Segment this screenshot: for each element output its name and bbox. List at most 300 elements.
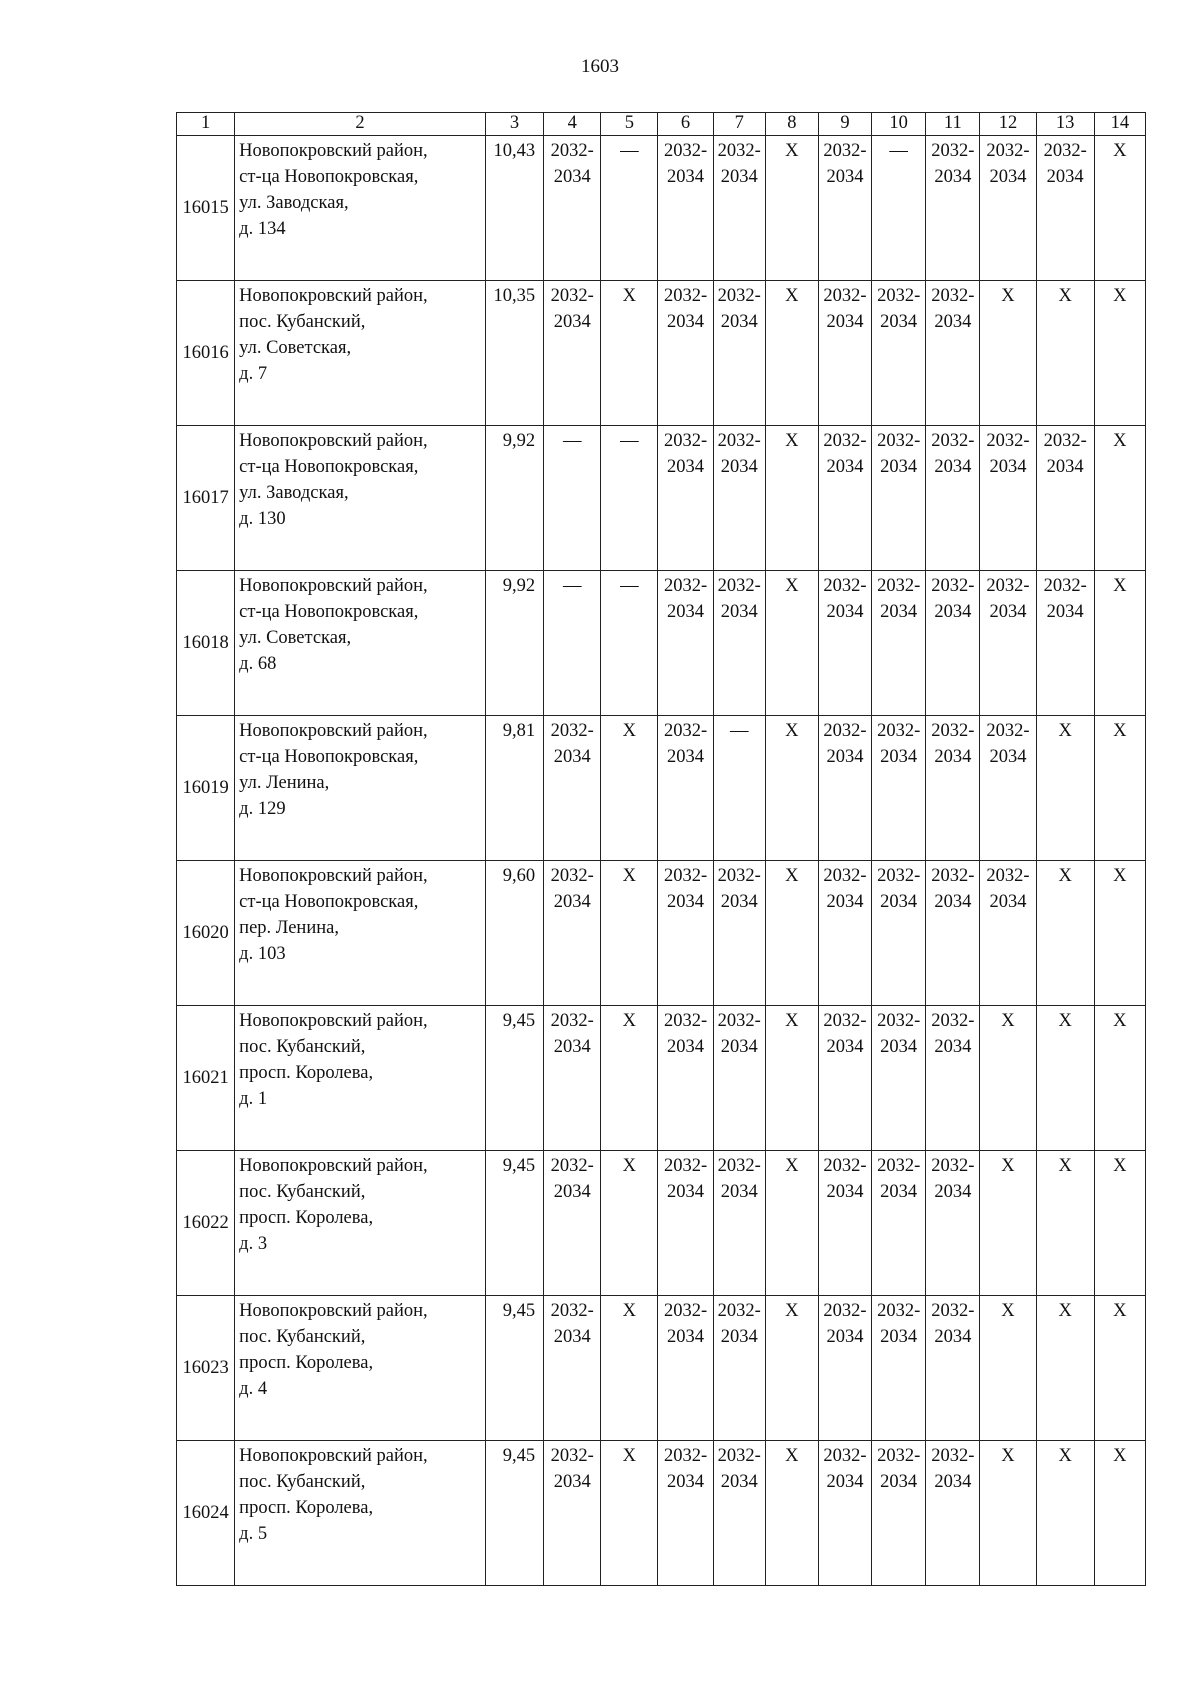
address-line: пос. Кубанский, xyxy=(239,1472,366,1492)
cell-value-line: 2034 xyxy=(1046,602,1084,622)
cell-value-line: X xyxy=(1001,1301,1015,1321)
period-cell-col-6 xyxy=(658,716,713,861)
period-cell-col-4 xyxy=(544,571,601,716)
cell-value-line: 2032- xyxy=(717,1446,761,1466)
cell-value-line: 2034 xyxy=(826,1182,864,1202)
record-number: 16023 xyxy=(177,1296,235,1441)
cell-value-line: — xyxy=(729,721,749,741)
address-line: Новопокровский район, xyxy=(239,1156,428,1176)
column-header-3: 3 xyxy=(485,113,543,136)
period-cell-col-7 xyxy=(713,1006,765,1151)
cell-value-line: X xyxy=(785,1156,799,1176)
address-cell xyxy=(235,136,486,281)
cell-value-line: 2034 xyxy=(934,312,972,332)
address-line: ст-ца Новопокровская, xyxy=(239,747,419,767)
address-line: Новопокровский район, xyxy=(239,286,428,306)
address-line: ул. Заводская, xyxy=(239,483,349,503)
column-header-11: 11 xyxy=(926,113,980,136)
cell-value-line: 2032- xyxy=(931,141,975,161)
cell-value-line: 2032- xyxy=(717,866,761,886)
address-line: ст-ца Новопокровская, xyxy=(239,892,419,912)
table-row xyxy=(177,1006,1146,1151)
period-cell-col-14 xyxy=(1094,426,1145,571)
address-line: д. 68 xyxy=(239,654,277,674)
period-cell-col-5 xyxy=(601,716,658,861)
cell-value-line: 2034 xyxy=(553,312,591,332)
cell-value-line: 2034 xyxy=(826,747,864,767)
cell-value-line: 2032- xyxy=(1043,141,1087,161)
table-row xyxy=(177,716,1146,861)
cell-value-line: 2034 xyxy=(667,747,705,767)
period-cell-col-8 xyxy=(765,1006,818,1151)
period-cell-col-13 xyxy=(1036,1151,1094,1296)
period-cell-col-9 xyxy=(818,1441,871,1586)
column-header-14: 14 xyxy=(1094,113,1145,136)
cell-value-line: 2032- xyxy=(931,1156,975,1176)
cell-value-line: 2034 xyxy=(553,1327,591,1347)
period-cell-col-6 xyxy=(658,136,713,281)
cell-value-line: 2034 xyxy=(667,1472,705,1492)
period-cell-col-12 xyxy=(980,1151,1036,1296)
cell-value-line: 2034 xyxy=(880,747,918,767)
cell-value-line: X xyxy=(1113,286,1127,306)
address-line: пос. Кубанский, xyxy=(239,1037,366,1057)
page-number: 1603 xyxy=(581,56,619,77)
cell-value-line: 2032- xyxy=(877,866,921,886)
address-line: ул. Советская, xyxy=(239,338,352,358)
cell-value-line: X xyxy=(622,866,637,886)
period-cell-col-7 xyxy=(713,1441,765,1586)
cell-value-line: 2032- xyxy=(823,141,867,161)
period-cell-col-9 xyxy=(818,426,871,571)
cell-value-line: 2034 xyxy=(667,1037,705,1057)
column-header-10: 10 xyxy=(872,113,926,136)
address-line: д. 3 xyxy=(239,1234,268,1254)
period-cell-col-4 xyxy=(544,136,601,281)
period-cell-col-9 xyxy=(818,1151,871,1296)
cell-value-line: 2032- xyxy=(663,431,708,451)
cell-value-line: 2034 xyxy=(667,602,705,622)
cell-value-line: X xyxy=(622,721,637,741)
address-line: ст-ца Новопокровская, xyxy=(239,457,419,477)
cell-value-line: X xyxy=(785,141,799,161)
cell-value-line: 2032- xyxy=(986,721,1030,741)
period-cell-col-11 xyxy=(926,1441,980,1586)
table-row xyxy=(177,571,1146,716)
cell-value-line: X xyxy=(1058,721,1072,741)
period-cell-col-13 xyxy=(1036,281,1094,426)
address-line: ул. Советская, xyxy=(239,628,352,648)
cell-value-line: 2034 xyxy=(880,1037,918,1057)
address-line: просп. Королева, xyxy=(239,1208,374,1228)
record-number: 16021 xyxy=(177,1006,235,1151)
address-cell xyxy=(235,571,486,716)
period-cell-col-12 xyxy=(980,1006,1036,1151)
period-cell-col-13 xyxy=(1036,571,1094,716)
cell-value-line: X xyxy=(1001,286,1015,306)
cell-value-line: 2032- xyxy=(823,1301,867,1321)
cell-value-line: 2032- xyxy=(931,1446,975,1466)
period-cell-col-7 xyxy=(713,571,765,716)
cell-value-line: 2032- xyxy=(823,866,867,886)
address-line: Новопокровский район, xyxy=(239,576,428,596)
cell-value-line: 2034 xyxy=(934,747,972,767)
housing-register-table xyxy=(176,112,1146,1586)
cell-value-line: 2032- xyxy=(663,1156,708,1176)
area-cell: 9,45 xyxy=(485,1441,543,1586)
area-cell: 9,45 xyxy=(485,1006,543,1151)
cell-value-line: 2032- xyxy=(717,1156,761,1176)
cell-value-line: 2034 xyxy=(826,1037,864,1057)
cell-value-line: 2032- xyxy=(550,1301,594,1321)
address-cell xyxy=(235,281,486,426)
cell-value-line: 2032- xyxy=(986,431,1030,451)
cell-value-line: 2034 xyxy=(934,1182,972,1202)
period-cell-col-6 xyxy=(658,1296,713,1441)
address-line: пос. Кубанский, xyxy=(239,1182,366,1202)
cell-value-line: 2034 xyxy=(826,1327,864,1347)
cell-value-line: 2034 xyxy=(826,602,864,622)
period-cell-col-10 xyxy=(872,1151,926,1296)
cell-value-line: X xyxy=(1058,1446,1072,1466)
cell-value-line: 2032- xyxy=(877,1156,921,1176)
period-cell-col-9 xyxy=(818,136,871,281)
period-cell-col-4 xyxy=(544,1006,601,1151)
record-number: 16020 xyxy=(177,861,235,1006)
period-cell-col-9 xyxy=(818,1296,871,1441)
cell-value-line: 2032- xyxy=(663,1301,708,1321)
cell-value-line: 2032- xyxy=(717,141,761,161)
cell-value-line: 2032- xyxy=(550,1011,594,1031)
cell-value-line: 2032- xyxy=(550,866,594,886)
period-cell-col-13 xyxy=(1036,861,1094,1006)
period-cell-col-6 xyxy=(658,1151,713,1296)
cell-value-line: 2034 xyxy=(553,167,591,187)
cell-value-line: 2034 xyxy=(720,892,758,912)
cell-value-line: 2032- xyxy=(931,1011,975,1031)
cell-value-line: 2034 xyxy=(934,1472,972,1492)
cell-value-line: 2032- xyxy=(550,141,594,161)
cell-value-line: X xyxy=(1001,1011,1015,1031)
table-row xyxy=(177,1151,1146,1296)
period-cell-col-5 xyxy=(601,1006,658,1151)
period-cell-col-13 xyxy=(1036,716,1094,861)
column-header-6: 6 xyxy=(658,113,713,136)
cell-value-line: 2032- xyxy=(877,1446,921,1466)
cell-value-line: 2034 xyxy=(667,892,705,912)
period-cell-col-9 xyxy=(818,571,871,716)
cell-value-line: X xyxy=(1113,1011,1127,1031)
cell-value-line: 2034 xyxy=(720,1182,758,1202)
period-cell-col-13 xyxy=(1036,426,1094,571)
period-cell-col-14 xyxy=(1094,1441,1145,1586)
cell-value-line: 2032- xyxy=(1043,431,1087,451)
period-cell-col-14 xyxy=(1094,861,1145,1006)
period-cell-col-11 xyxy=(926,1151,980,1296)
period-cell-col-5 xyxy=(601,861,658,1006)
period-cell-col-5 xyxy=(601,571,658,716)
cell-value-line: 2032- xyxy=(717,286,761,306)
cell-value-line: 2032- xyxy=(877,721,921,741)
cell-value-line: X xyxy=(1113,576,1127,596)
period-cell-col-5 xyxy=(601,426,658,571)
period-cell-col-8 xyxy=(765,281,818,426)
table-row xyxy=(177,1296,1146,1441)
cell-value-line: — xyxy=(562,576,582,596)
cell-value-line: 2032- xyxy=(823,1446,867,1466)
cell-value-line: 2034 xyxy=(880,892,918,912)
cell-value-line: 2032- xyxy=(877,286,921,306)
address-line: Новопокровский район, xyxy=(239,1011,428,1031)
cell-value-line: X xyxy=(1113,1301,1127,1321)
cell-value-line: 2034 xyxy=(553,1182,591,1202)
cell-value-line: X xyxy=(785,721,799,741)
record-number: 16019 xyxy=(177,716,235,861)
address-line: пос. Кубанский, xyxy=(239,312,366,332)
period-cell-col-10 xyxy=(872,1296,926,1441)
period-cell-col-13 xyxy=(1036,1441,1094,1586)
period-cell-col-5 xyxy=(601,281,658,426)
period-cell-col-4 xyxy=(544,1296,601,1441)
cell-value-line: — xyxy=(889,141,908,161)
cell-value-line: X xyxy=(1001,1156,1015,1176)
record-number: 16016 xyxy=(177,281,235,426)
cell-value-line: X xyxy=(622,1011,637,1031)
address-line: пос. Кубанский, xyxy=(239,1327,366,1347)
area-cell: 9,45 xyxy=(485,1151,543,1296)
cell-value-line: 2034 xyxy=(826,892,864,912)
period-cell-col-6 xyxy=(658,426,713,571)
cell-value-line: 2034 xyxy=(720,457,758,477)
address-line: пер. Ленина, xyxy=(239,918,339,938)
cell-value-line: X xyxy=(785,1301,799,1321)
address-line: д. 5 xyxy=(239,1524,268,1544)
cell-value-line: X xyxy=(785,1446,799,1466)
address-cell xyxy=(235,1441,486,1586)
cell-value-line: X xyxy=(622,1301,637,1321)
column-header-13: 13 xyxy=(1036,113,1094,136)
address-cell xyxy=(235,1296,486,1441)
period-cell-col-9 xyxy=(818,281,871,426)
period-cell-col-12 xyxy=(980,1296,1036,1441)
period-cell-col-12 xyxy=(980,1441,1036,1586)
period-cell-col-14 xyxy=(1094,1151,1145,1296)
period-cell-col-13 xyxy=(1036,136,1094,281)
table-row xyxy=(177,1441,1146,1586)
cell-value-line: 2032- xyxy=(823,1011,867,1031)
table-row xyxy=(177,861,1146,1006)
address-line: Новопокровский район, xyxy=(239,141,428,161)
period-cell-col-8 xyxy=(765,136,818,281)
period-cell-col-5 xyxy=(601,136,658,281)
cell-value-line: X xyxy=(785,431,799,451)
table-row xyxy=(177,281,1146,426)
cell-value-line: 2032- xyxy=(823,1156,867,1176)
address-line: Новопокровский район, xyxy=(239,431,428,451)
cell-value-line: 2034 xyxy=(989,167,1027,187)
period-cell-col-10 xyxy=(872,861,926,1006)
address-line: д. 1 xyxy=(239,1089,268,1109)
period-cell-col-5 xyxy=(601,1296,658,1441)
cell-value-line: 2034 xyxy=(934,167,972,187)
cell-value-line: 2032- xyxy=(823,431,867,451)
cell-value-line: 2032- xyxy=(931,286,975,306)
area-cell: 9,92 xyxy=(485,571,543,716)
period-cell-col-8 xyxy=(765,1151,818,1296)
cell-value-line: X xyxy=(622,1156,637,1176)
area-cell: 9,60 xyxy=(485,861,543,1006)
cell-value-line: 2034 xyxy=(880,1182,918,1202)
cell-value-line: 2032- xyxy=(550,286,594,306)
cell-value-line: X xyxy=(785,576,799,596)
cell-value-line: 2034 xyxy=(720,312,758,332)
period-cell-col-8 xyxy=(765,1441,818,1586)
cell-value-line: 2034 xyxy=(667,167,705,187)
cell-value-line: 2034 xyxy=(667,1182,705,1202)
table-row xyxy=(177,426,1146,571)
cell-value-line: 2034 xyxy=(1046,457,1084,477)
cell-value-line: X xyxy=(1113,721,1127,741)
address-line: д. 130 xyxy=(239,509,286,529)
period-cell-col-7 xyxy=(713,716,765,861)
cell-value-line: 2032- xyxy=(877,1011,921,1031)
cell-value-line: X xyxy=(1058,1301,1072,1321)
period-cell-col-14 xyxy=(1094,136,1145,281)
period-cell-col-8 xyxy=(765,426,818,571)
cell-value-line: 2034 xyxy=(880,457,918,477)
address-cell xyxy=(235,1151,486,1296)
table-row xyxy=(177,136,1146,281)
address-line: ст-ца Новопокровская, xyxy=(239,602,419,622)
cell-value-line: 2032- xyxy=(823,721,867,741)
period-cell-col-7 xyxy=(713,426,765,571)
cell-value-line: 2032- xyxy=(877,431,921,451)
address-line: д. 103 xyxy=(239,944,286,964)
address-cell xyxy=(235,716,486,861)
period-cell-col-4 xyxy=(544,1441,601,1586)
cell-value-line: 2034 xyxy=(553,747,591,767)
period-cell-col-12 xyxy=(980,571,1036,716)
period-cell-col-12 xyxy=(980,426,1036,571)
cell-value-line: 2034 xyxy=(934,892,972,912)
address-line: просп. Королева, xyxy=(239,1353,374,1373)
cell-value-line: 2032- xyxy=(663,721,708,741)
cell-value-line: 2032- xyxy=(717,1011,761,1031)
cell-value-line: 2034 xyxy=(934,457,972,477)
period-cell-col-8 xyxy=(765,716,818,861)
period-cell-col-8 xyxy=(765,861,818,1006)
cell-value-line: 2032- xyxy=(986,576,1030,596)
cell-value-line: 2032- xyxy=(663,1446,708,1466)
cell-value-line: X xyxy=(622,286,637,306)
address-line: д. 4 xyxy=(239,1379,268,1399)
record-number: 16017 xyxy=(177,426,235,571)
period-cell-col-4 xyxy=(544,1151,601,1296)
record-number: 16018 xyxy=(177,571,235,716)
column-header-1: 1 xyxy=(177,113,235,136)
period-cell-col-10 xyxy=(872,571,926,716)
cell-value-line: 2034 xyxy=(667,457,705,477)
period-cell-col-5 xyxy=(601,1151,658,1296)
period-cell-col-8 xyxy=(765,571,818,716)
cell-value-line: 2034 xyxy=(667,1327,705,1347)
period-cell-col-8 xyxy=(765,1296,818,1441)
period-cell-col-10 xyxy=(872,426,926,571)
column-header-4: 4 xyxy=(544,113,601,136)
table-header xyxy=(177,113,1146,136)
record-number: 16024 xyxy=(177,1441,235,1586)
cell-value-line: 2032- xyxy=(986,866,1030,886)
period-cell-col-10 xyxy=(872,1006,926,1151)
period-cell-col-11 xyxy=(926,136,980,281)
period-cell-col-4 xyxy=(544,716,601,861)
period-cell-col-11 xyxy=(926,1296,980,1441)
cell-value-line: X xyxy=(785,286,799,306)
cell-value-line: X xyxy=(1058,1156,1072,1176)
cell-value-line: — xyxy=(562,431,582,451)
period-cell-col-14 xyxy=(1094,571,1145,716)
cell-value-line: 2034 xyxy=(880,1472,918,1492)
period-cell-col-10 xyxy=(872,716,926,861)
cell-value-line: 2032- xyxy=(717,576,761,596)
address-line: ст-ца Новопокровская, xyxy=(239,167,419,187)
cell-value-line: X xyxy=(1058,1011,1072,1031)
address-line: Новопокровский район, xyxy=(239,866,428,886)
cell-value-line: X xyxy=(1113,431,1127,451)
cell-value-line: 2032- xyxy=(663,286,708,306)
period-cell-col-4 xyxy=(544,861,601,1006)
record-number: 16015 xyxy=(177,136,235,281)
cell-value-line: 2034 xyxy=(720,602,758,622)
cell-value-line: 2032- xyxy=(663,576,708,596)
cell-value-line: 2032- xyxy=(931,721,975,741)
column-header-9: 9 xyxy=(818,113,871,136)
address-line: д. 7 xyxy=(239,364,268,384)
cell-value-line: — xyxy=(620,141,639,161)
area-cell: 9,92 xyxy=(485,426,543,571)
period-cell-col-10 xyxy=(872,136,926,281)
cell-value-line: 2034 xyxy=(880,312,918,332)
address-line: Новопокровский район, xyxy=(239,721,428,741)
cell-value-line: X xyxy=(1058,286,1072,306)
cell-value-line: X xyxy=(1113,1156,1127,1176)
cell-value-line: X xyxy=(622,1446,637,1466)
cell-value-line: 2034 xyxy=(826,457,864,477)
cell-value-line: 2034 xyxy=(553,892,591,912)
period-cell-col-11 xyxy=(926,1006,980,1151)
period-cell-col-12 xyxy=(980,861,1036,1006)
period-cell-col-14 xyxy=(1094,1006,1145,1151)
period-cell-col-9 xyxy=(818,1006,871,1151)
period-cell-col-13 xyxy=(1036,1006,1094,1151)
cell-value-line: 2034 xyxy=(720,167,758,187)
cell-value-line: 2034 xyxy=(934,602,972,622)
cell-value-line: 2034 xyxy=(553,1472,591,1492)
cell-value-line: X xyxy=(1113,1446,1127,1466)
cell-value-line: 2034 xyxy=(880,602,918,622)
cell-value-line: 2032- xyxy=(823,576,867,596)
period-cell-col-6 xyxy=(658,571,713,716)
cell-value-line: 2034 xyxy=(1046,167,1084,187)
period-cell-col-12 xyxy=(980,281,1036,426)
cell-value-line: 2032- xyxy=(717,431,761,451)
cell-value-line: 2032- xyxy=(663,1011,708,1031)
cell-value-line: 2032- xyxy=(931,576,975,596)
cell-value-line: X xyxy=(785,1011,799,1031)
address-line: просп. Королева, xyxy=(239,1063,374,1083)
address-cell xyxy=(235,1006,486,1151)
period-cell-col-6 xyxy=(658,1006,713,1151)
